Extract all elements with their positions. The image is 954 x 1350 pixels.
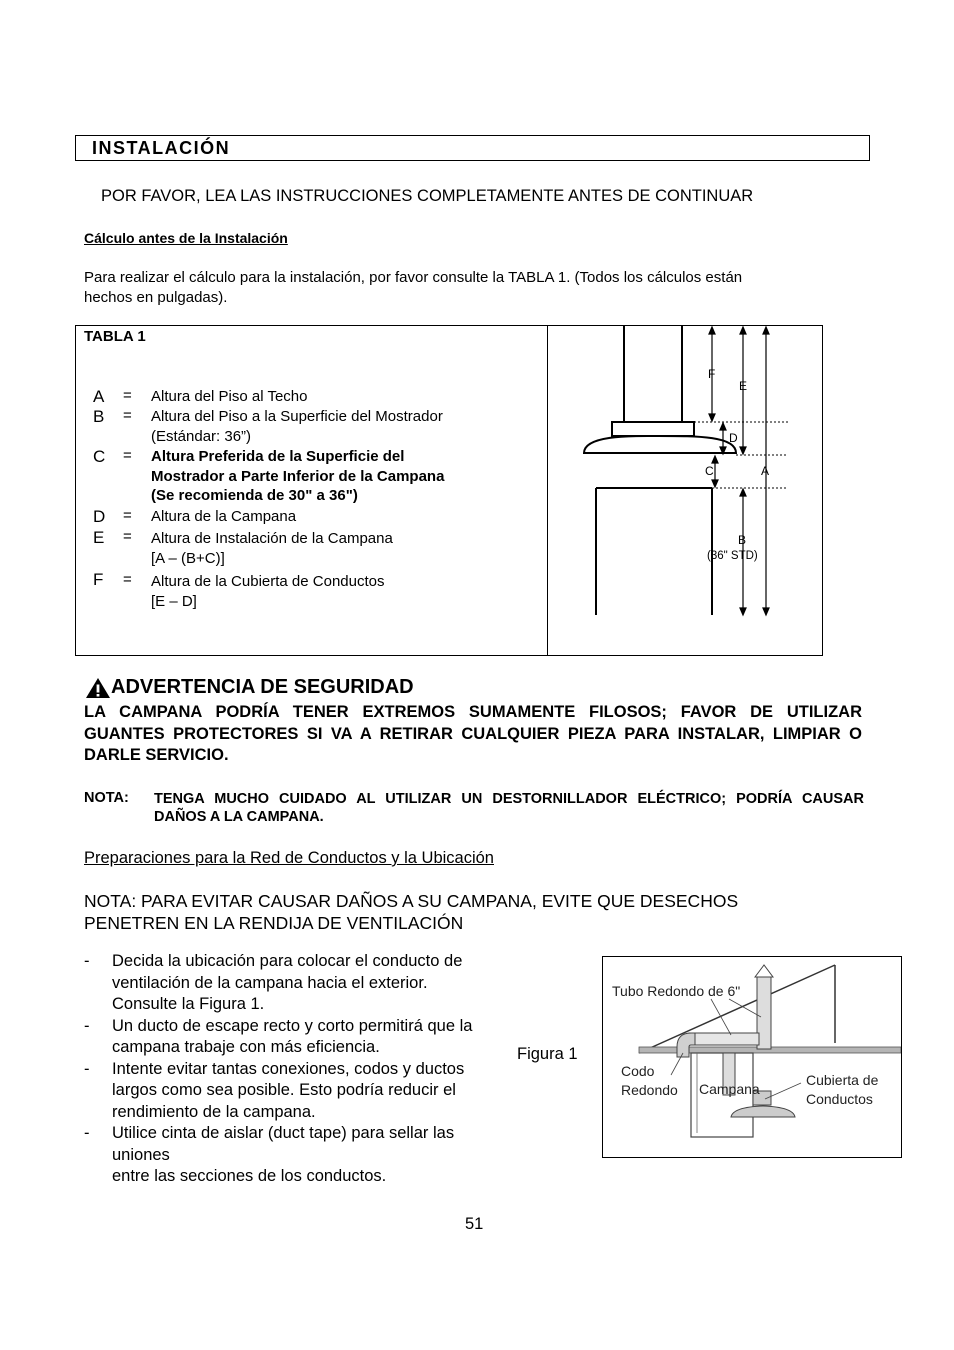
list-item bbox=[84, 1016, 494, 1059]
warning-title-text: ADVERTENCIA DE SEGURIDAD bbox=[111, 676, 414, 698]
read-instructions-notice: POR FAVOR, LEA LAS INSTRUCCIONES COMPLETAMENTE ANTES DE CONTINUAR bbox=[101, 187, 754, 205]
diagram-label-b-note: (36" STD) bbox=[707, 550, 758, 562]
arrowhead bbox=[712, 456, 718, 463]
legend-line: Altura de la Campana bbox=[151, 508, 297, 525]
legend-line: [E – D] bbox=[151, 592, 197, 610]
diagram-label-a: A bbox=[761, 464, 770, 478]
legend-letter-d: D bbox=[93, 507, 106, 526]
calc-paragraph bbox=[84, 268, 742, 308]
list-item-continuation bbox=[84, 1166, 494, 1188]
figure-1-illustration bbox=[603, 957, 901, 1157]
list-item bbox=[84, 1059, 494, 1124]
prep-note bbox=[84, 891, 738, 934]
arrowhead bbox=[763, 608, 769, 615]
label-elbow-2: Redondo bbox=[621, 1082, 678, 1098]
legend-eq: = bbox=[123, 447, 132, 464]
nota-text: TENGA MUCHO CUIDADO AL UTILIZAR UN DESTORNILLADOR ELÉCTRICO; PODRÍA CAUSAR DAÑOS A LA CAMPANA. bbox=[154, 791, 864, 825]
legend-letter-b: B bbox=[93, 407, 105, 426]
bullet-text: Intente evitar tantas conexiones, codos y ductos largos como sea posible. Esto podría reducir el rendimiento de la campana. bbox=[112, 1059, 465, 1121]
arrowhead bbox=[709, 327, 715, 334]
section-title: INSTALACIÓN bbox=[92, 138, 231, 158]
label-elbow-1: Codo bbox=[621, 1063, 655, 1079]
bullet-dash: - bbox=[84, 1124, 90, 1142]
arrowhead bbox=[740, 327, 746, 334]
legend-letter-f: F bbox=[93, 570, 104, 589]
nota-label: NOTA: bbox=[84, 790, 129, 806]
legend-line: Altura del Piso al Techo bbox=[151, 388, 308, 405]
legend-letter-e: E bbox=[93, 528, 105, 547]
legend-line: (Estándar: 36”) bbox=[151, 427, 252, 445]
arrowhead bbox=[720, 423, 726, 430]
legend-line: Altura de la Cubierta de Conductos bbox=[151, 573, 385, 590]
legend-eq: = bbox=[123, 528, 132, 545]
hood-body bbox=[584, 436, 736, 453]
warning-icon bbox=[85, 677, 111, 699]
bullet-text: Decida la ubicación para colocar el conducto de ventilación de la campana hacia el exterior. Consulte la Figura 1. bbox=[112, 952, 463, 1013]
arrowhead bbox=[740, 489, 746, 496]
horizontal-duct bbox=[689, 1033, 759, 1045]
list-item bbox=[84, 1123, 494, 1166]
legend-line: Altura de Instalación de la Campana bbox=[151, 530, 393, 547]
hood-body bbox=[731, 1106, 795, 1117]
leader-line bbox=[729, 999, 761, 1017]
arrowhead bbox=[740, 447, 746, 454]
diagram-label-d: D bbox=[729, 431, 738, 445]
calc-line-1: Para realizar el cálculo para la instalación, por favor consulte la TABLA 1. (Todos los cálculos están bbox=[84, 269, 743, 286]
figure-1-caption: Figura 1 bbox=[517, 1045, 578, 1063]
legend-line: (Se recomienda de 30" a 36") bbox=[151, 487, 358, 504]
table-title: TABLA 1 bbox=[84, 328, 146, 345]
bullet-dash: - bbox=[84, 1059, 90, 1078]
diagram-label-f: F bbox=[708, 367, 716, 381]
legend-line: Altura Preferida de la Superficie del bbox=[151, 448, 405, 465]
legend-eq: = bbox=[123, 407, 132, 424]
section-header bbox=[75, 135, 870, 161]
legend-text-b bbox=[151, 407, 511, 446]
bullet-text: Utilice cinta de aislar (duct tape) para sellar las uniones bbox=[112, 1124, 455, 1164]
arrowhead bbox=[709, 414, 715, 421]
legend-text-e bbox=[151, 529, 511, 568]
legend-text-d bbox=[151, 507, 511, 527]
legend-text-f bbox=[151, 572, 511, 611]
label-hood: Campana bbox=[699, 1081, 760, 1097]
prep-bullet-list bbox=[84, 951, 494, 1188]
legend-text-a bbox=[151, 387, 511, 407]
label-cover-1: Cubierta de bbox=[806, 1072, 879, 1088]
diagram-label-b: B bbox=[738, 533, 747, 547]
legend-line: Mostrador a Parte Inferior de la Campana bbox=[151, 467, 445, 485]
bullet-dash: - bbox=[84, 1016, 90, 1035]
legend-eq: = bbox=[123, 387, 132, 404]
legend-line: [A – (B+C)] bbox=[151, 549, 225, 567]
label-round-tube: Tubo Redondo de 6" bbox=[612, 983, 741, 999]
page-number: 51 bbox=[465, 1215, 484, 1233]
legend-eq: = bbox=[123, 507, 132, 524]
diagram-label-c: C bbox=[705, 464, 714, 478]
legend-letter-c: C bbox=[93, 447, 106, 466]
safety-warning-title bbox=[85, 676, 414, 699]
legend-letter-a: A bbox=[93, 387, 105, 406]
arrowhead bbox=[712, 480, 718, 487]
calc-line-2: hechos en pulgadas). bbox=[84, 289, 228, 306]
legend-line: Altura del Piso a la Superficie del Mostrador bbox=[151, 408, 443, 425]
arrowhead bbox=[740, 608, 746, 615]
leader-line bbox=[711, 999, 731, 1035]
arrowhead bbox=[763, 327, 769, 334]
warning-body: LA CAMPANA PODRÍA TENER EXTREMOS SUMAMENTE FILOSOS; FAVOR DE UTILIZAR GUANTES PROTECTORES SI VA A RETIRAR CUALQUIER PIEZA PARA INSTALAR, LIMPIAR O DARLE SERVICIO. bbox=[84, 703, 862, 764]
legend-text-c bbox=[151, 447, 511, 506]
prep-note-line-2: PENETREN EN LA RENDIJA DE VENTILACIÓN bbox=[84, 912, 464, 933]
table-1 bbox=[75, 325, 823, 656]
hood-dimension-diagram bbox=[548, 326, 822, 655]
exhaust-cap bbox=[755, 965, 773, 977]
label-cover-2: Conductos bbox=[806, 1091, 873, 1107]
figure-1 bbox=[602, 956, 902, 1158]
hood-collar bbox=[612, 422, 694, 436]
calc-heading: Cálculo antes de la Instalación bbox=[84, 230, 288, 246]
bullet-dash: - bbox=[84, 952, 90, 970]
prep-heading: Preparaciones para la Red de Conductos y la Ubicación bbox=[84, 849, 494, 867]
list-item bbox=[84, 951, 494, 1016]
bullet-text: Un ducto de escape recto y corto permitirá que la campana trabaje con más eficiencia. bbox=[112, 1016, 473, 1056]
prep-note-line-1: NOTA: PARA EVITAR CAUSAR DAÑOS A SU CAMPANA, EVITE QUE DESECHOS bbox=[84, 891, 739, 911]
diagram-label-e: E bbox=[739, 379, 748, 393]
bullet-text: entre las secciones de los conductos. bbox=[112, 1167, 387, 1185]
legend-eq: = bbox=[123, 571, 132, 588]
